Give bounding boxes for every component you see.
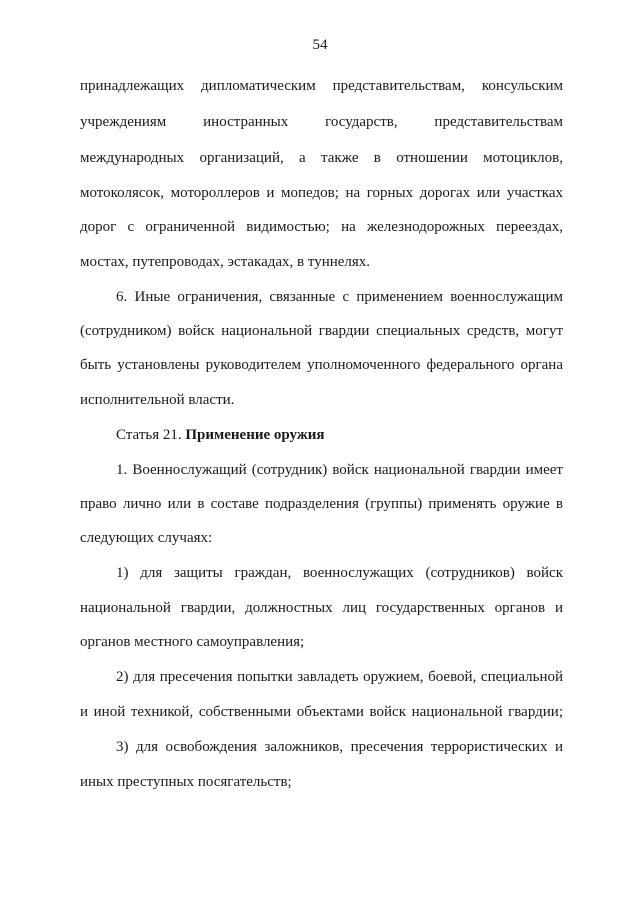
text-line: исполнительной власти. xyxy=(80,392,235,408)
text-line: иных преступных посягательств; xyxy=(80,774,292,790)
text-line: быть установлены руководителем уполномоченного федерального органа xyxy=(80,357,563,373)
text-line: учреждениям иностранных государств, представительствам xyxy=(80,114,563,130)
article-label: Статья 21. xyxy=(116,427,182,443)
page-number: 54 xyxy=(312,37,328,53)
text-line: международных организаций, а также в отношении мотоциклов, xyxy=(80,150,563,166)
article-heading xyxy=(116,425,563,445)
text-line: 1. Военнослужащий (сотрудник) войск национальной гвардии имеет xyxy=(116,462,563,478)
text-line: и иной техникой, собственными объектами войск национальной гвардии; xyxy=(80,704,563,720)
text-line: (сотрудником) войск национальной гвардии специальных средств, могут xyxy=(80,323,563,339)
article-title: Применение оружия xyxy=(185,427,325,443)
text-line: мотоколясок, мотороллеров и мопедов; на горных дорогах или участках xyxy=(80,185,563,201)
text-line: 3) для освобождения заложников, пресечения террористических и xyxy=(116,739,563,755)
text-line: право лично или в составе подразделения (группы) применять оружие в xyxy=(80,496,563,512)
text-line: 2) для пресечения попытки завладеть оружием, боевой, специальной xyxy=(116,669,563,685)
text-line: органов местного самоуправления; xyxy=(80,634,305,650)
text-line: мостах, путепроводах, эстакадах, в туннелях. xyxy=(80,254,371,270)
text-line: 6. Иные ограничения, связанные с применением военнослужащим xyxy=(116,289,563,305)
text-line: принадлежащих дипломатическим представительствам, консульским xyxy=(80,78,563,94)
text-line: дорог с ограниченной видимостью; на железнодорожных переездах, xyxy=(80,219,563,235)
text-line: национальной гвардии, должностных лиц государственных органов и xyxy=(80,600,563,616)
text-line: следующих случаях: xyxy=(80,530,213,546)
text-line: 1) для защиты граждан, военнослужащих (сотрудников) войск xyxy=(116,565,563,581)
